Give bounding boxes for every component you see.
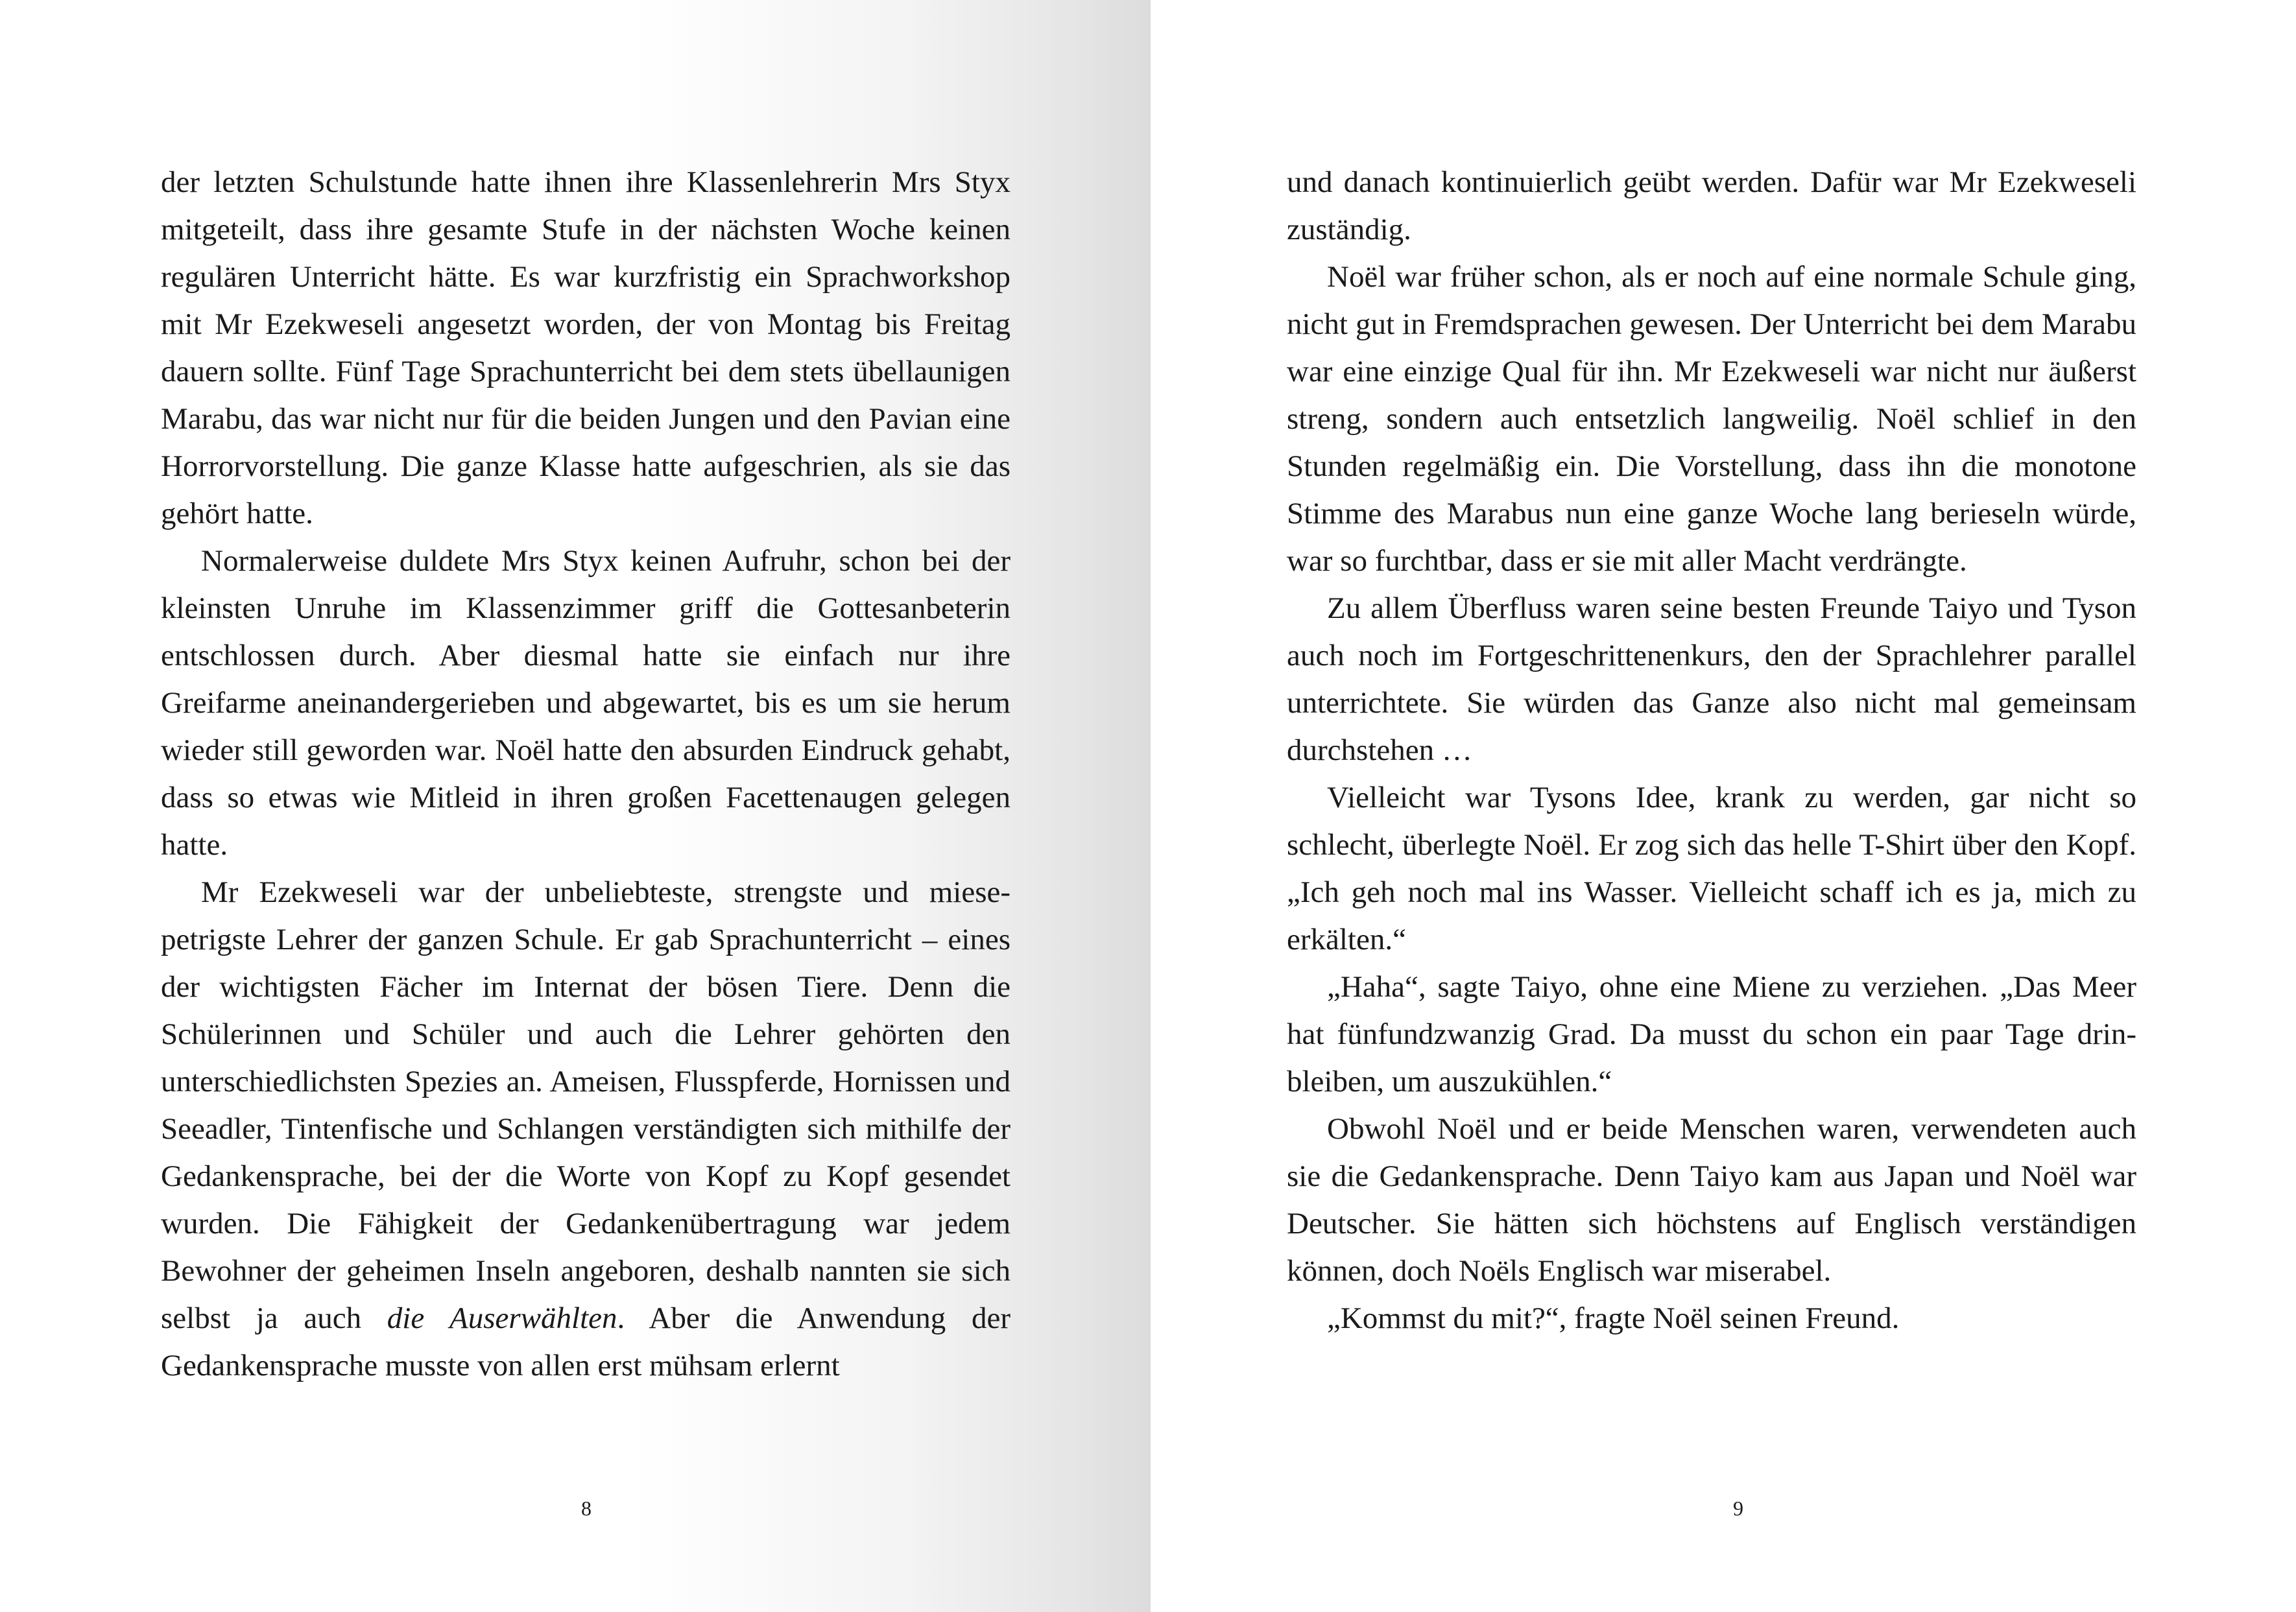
paragraph-text: . Aber die Anwendung der Gedankensprache musste von allen erst mühsam erlernt [161,1301,1010,1382]
left-page-text [161,159,1010,1390]
right-page [1151,0,2296,1612]
right-page-text [1287,159,2136,1342]
paragraph-text: Mr Ezekweseli war der unbeliebteste, strengste und miesepetrigste Lehrer der ganzen Schule. Er gab Sprachunterricht – eines der wichtigsten Fächer im Internat der bösen Tiere. Denn die Schülerinnen und Schüler und auch die Lehrer gehörten den unterschiedlichsten Spezies an. Ameisen, Flusspferde, Hornissen und Seeadler, Tintenfische und Schlangen verständigten sich mithilfe der Gedankensprache, bei der die Worte von Kopf zu Kopf gesendet wurden. Die Fähigkeit der Gedankenübertragung war jedem Bewohner der geheimen Inseln angeboren, deshalb nannten sie sich selbst ja auch [161,875,1010,1335]
paragraph: „Kommst du mit?“, fragte Noël seinen Freund. [1327,1301,1900,1335]
paragraph: Noël war früher schon, als er noch auf eine normale Schule ging, nicht gut in Fremdsprachen gewesen. Der Unterricht bei dem Marabu war eine einzige Qual für ihn. Mr Ezekweseli war nicht nur äußerst streng, sondern auch entsetzlich langweilig. Noël schlief in den Stunden regelmäßig ein. Die Vorstellung, dass ihn die monotone Stimme des Marabus nun eine ganze Woche lang berieseln würde, war so furchtbar, dass er sie mit aller Macht verdrängte. [1287,260,2136,578]
paragraph: Vielleicht war Tysons Idee, krank zu werden, gar nicht so schlecht, überlegte Noël. Er zog sich das helle T-Shirt über den Kopf. „Ich geh noch mal ins Wasser. Vielleicht schaff ich es ja, mich zu erkälten.“ [1287,781,2136,956]
paragraph: Zu allem Überfluss waren seine besten Freunde Taiyo und Tyson auch noch im Fortgeschrittenenkurs, den der Sprachlehrer parallel unterrichtete. Sie würden das Ganze also nicht mal gemeinsam durchstehen … [1287,591,2136,767]
page-number: 9 [1733,1497,1743,1520]
paragraph: Obwohl Noël und er beide Menschen waren, verwendeten auch sie die Gedankensprache. Denn Taiyo kam aus Japan und Noël war Deutscher. Sie hätten sich höchstens auf Englisch verständigen können, doch Noëls Englisch war miserabel. [1287,1112,2136,1288]
paragraph: „Haha“, sagte Taiyo, ohne eine Miene zu verziehen. „Das Meer hat fünfundzwanzig Grad. Da musst du schon ein paar Tage drinbleiben, um auszukühlen.“ [1287,970,2136,1098]
paragraph: und danach kontinuierlich geübt werden. Dafür war Mr Ezekweseli zuständig. [1287,165,2136,246]
paragraph [161,869,1010,1390]
page-number: 8 [581,1497,592,1520]
italic-phrase: die Auserwählten [387,1301,617,1335]
paragraph: Normalerweise duldete Mrs Styx keinen Aufruhr, schon bei der kleinsten Unruhe im Klassenzimmer griff die Gottesanbeterin entschlossen durch. Aber diesmal hatte sie einfach nur ihre Greifarme aneinandergerieben und abgewartet, bis es um sie herum wieder still geworden war. Noël hatte den absurden Eindruck gehabt, dass so etwas wie Mitleid in ihren großen Facettenaugen gelegen hatte. [161,544,1010,862]
paragraph: der letzten Schulstunde hatte ihnen ihre Klassenlehrerin Mrs Styx mitgeteilt, dass ihre gesamte Stufe in der nächsten Woche keinen regulären Unterricht hätte. Es war kurzfristig ein Sprachworkshop mit Mr Ezekweseli angesetzt worden, der von Montag bis Freitag dauern sollte. Fünf Tage Sprachunterricht bei dem stets übellaunigen Marabu, das war nicht nur für die beiden Jungen und den Pavian eine Horrorvorstellung. Die ganze Klasse hatte aufgeschrien, als sie das gehört hatte. [161,165,1010,530]
